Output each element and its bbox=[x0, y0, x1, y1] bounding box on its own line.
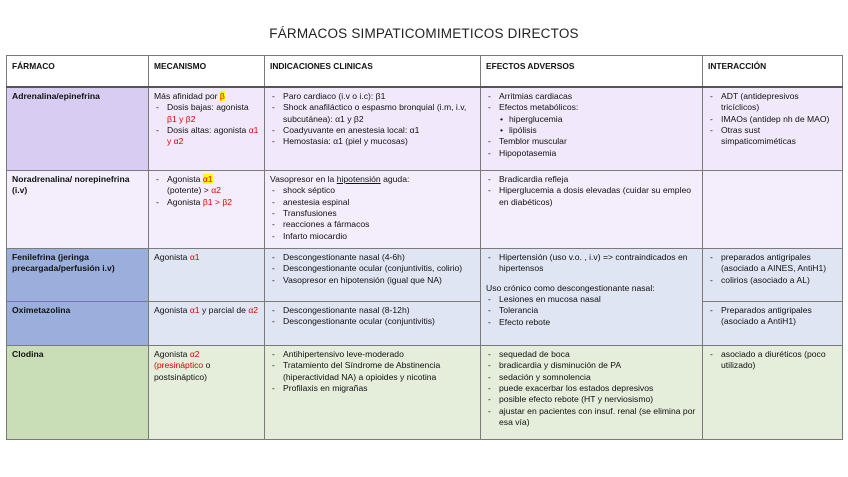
list-item: - Agonista β1 > β2 bbox=[167, 197, 259, 208]
mechanism-cell bbox=[149, 171, 265, 249]
list-item: - Infarto miocardio bbox=[283, 231, 475, 242]
adverse-effects-cell bbox=[481, 87, 703, 171]
list-item: - Preparados antigripales (asociado a AntiH1) bbox=[721, 305, 837, 328]
list-item: - Transfusiones bbox=[283, 208, 475, 219]
table-row-fenilefrina bbox=[7, 249, 843, 302]
list-item: - Profilaxis en migrañas bbox=[283, 383, 475, 394]
header-mecanismo: MECANISMO bbox=[149, 56, 265, 88]
indications-cell bbox=[265, 171, 481, 249]
mechanism-cell: Agonista α1 bbox=[149, 249, 265, 302]
list-item: - anestesia espinal bbox=[283, 197, 475, 208]
list-item: - Vasopresor en hipotensión (igual que NA) bbox=[283, 275, 475, 286]
list-item: - shock séptico bbox=[283, 185, 475, 196]
header-interaccion: INTERACCIÓN bbox=[703, 56, 843, 88]
indications-cell bbox=[265, 346, 481, 440]
mechanism-line: Más afinidad por β bbox=[154, 91, 225, 101]
drug-name: Fenilefrina (jeringa precargada/perfusión i.v) bbox=[7, 249, 149, 302]
list-item: - Descongestionante nasal (4-6h) bbox=[283, 252, 475, 263]
list-item: - ajustar en pacientes con insuf. renal (se elimina por esa vía) bbox=[499, 406, 697, 429]
list-item: • hiperglucemia bbox=[509, 114, 697, 125]
list-item: - bradicardia y disminución de PA bbox=[499, 360, 697, 371]
list-item: - Shock anafiláctico o espasmo bronquial (i.m, i.v, subcutánea): α1 y β2 bbox=[283, 102, 475, 125]
list-item: - Paro cardiaco (i.v o i.c): β1 bbox=[283, 91, 475, 102]
list-item: - Descongestionante ocular (conjuntivitis) bbox=[283, 316, 475, 327]
list-item: - asociado a diuréticos (poco utilizado) bbox=[721, 349, 837, 372]
table-row-adrenalina bbox=[7, 87, 843, 171]
header-row bbox=[7, 56, 843, 88]
drug-name: Oximetazolina bbox=[7, 302, 149, 346]
interaction-cell bbox=[703, 249, 843, 302]
list-item: - Lesiones en mucosa nasal bbox=[499, 294, 697, 305]
adverse-effects-cell bbox=[481, 249, 703, 346]
adverse-effects-cell bbox=[481, 171, 703, 249]
list-item: - Bradicardia refleja bbox=[499, 174, 697, 185]
interaction-cell bbox=[703, 302, 843, 346]
indications-cell bbox=[265, 302, 481, 346]
drug-name: Noradrenalina/ norepinefrina (i.v) bbox=[7, 171, 149, 249]
list-item: - puede exacerbar los estados depresivos bbox=[499, 383, 697, 394]
list-item: - preparados antigripales (asociado a AINES, AntiH1) bbox=[721, 252, 837, 275]
list-item: • lipólisis bbox=[509, 125, 697, 136]
interaction-cell bbox=[703, 346, 843, 440]
table-row-noradrenalina bbox=[7, 171, 843, 249]
interaction-cell bbox=[703, 171, 843, 249]
list-item: - Agonista α1 (potente) > α2 bbox=[167, 174, 259, 197]
page-title: FÁRMACOS SIMPATICOMIMETICOS DIRECTOS bbox=[269, 26, 579, 41]
list-item: - Antihipertensivo leve-moderado bbox=[283, 349, 475, 360]
drug-name: Clodina bbox=[7, 346, 149, 440]
list-item: - reacciones a fármacos bbox=[283, 219, 475, 230]
list-item: - Arritmias cardiacas bbox=[499, 91, 697, 102]
list-item: - Dosis altas: agonista α1 y α2 bbox=[167, 125, 259, 148]
indications-cell bbox=[265, 249, 481, 302]
list-item: - Hipopotasemia bbox=[499, 148, 697, 159]
adverse-effects-intro: Uso crónico como descongestionante nasal: bbox=[486, 282, 655, 293]
indications-intro: Vasopresor en la hipotensión aguda: bbox=[270, 174, 410, 184]
list-item: - IMAOs (antidep nh de MAO) bbox=[721, 114, 837, 125]
list-item: - Hipertensión (uso v.o. , i.v) => contraindicados en hipertensos bbox=[499, 252, 697, 275]
header-farmaco: FÁRMACO bbox=[7, 56, 149, 88]
adverse-effects-cell bbox=[481, 346, 703, 440]
list-item: - Tolerancia bbox=[499, 305, 697, 316]
list-item: - Descongestionante nasal (8-12h) bbox=[283, 305, 475, 316]
list-item: - colirios (asociado a AL) bbox=[721, 275, 837, 286]
mechanism-cell: Agonista α2 (presináptico o postsináptico) bbox=[149, 346, 265, 440]
list-item: - Coadyuvante en anestesia local: α1 bbox=[283, 125, 475, 136]
table-row-oximetazolina bbox=[7, 302, 843, 346]
list-item: - posible efecto rebote (HT y nerviosismo) bbox=[499, 394, 697, 405]
header-efectos: EFECTOS ADVERSOS bbox=[481, 56, 703, 88]
list-item: - Otras sust simpaticomiméticas bbox=[721, 125, 837, 148]
list-item: - sedación y somnolencia bbox=[499, 372, 697, 383]
list-item: - Efectos metabólicos: bbox=[499, 102, 697, 113]
list-item: - Hiperglucemia a dosis elevadas (cuidar su empleo en diabéticos) bbox=[499, 185, 697, 208]
drug-table bbox=[6, 55, 843, 440]
list-item: - ADT (antidepresivos tricíclicos) bbox=[721, 91, 837, 114]
list-item: - Descongestionante ocular (conjuntivitis, colirio) bbox=[283, 263, 475, 274]
list-item: - Efecto rebote bbox=[499, 317, 697, 328]
header-indicaciones: INDICACIONES CLINICAS bbox=[265, 56, 481, 88]
interaction-cell bbox=[703, 87, 843, 171]
indications-cell bbox=[265, 87, 481, 171]
list-item: - sequedad de boca bbox=[499, 349, 697, 360]
table-row-clodina bbox=[7, 346, 843, 440]
list-item: - Hemostasia: α1 (piel y mucosas) bbox=[283, 136, 475, 147]
drug-name: Adrenalina/epinefrina bbox=[7, 87, 149, 171]
list-item: - Temblor muscular bbox=[499, 136, 697, 147]
list-item: - Dosis bajas: agonista β1 y β2 bbox=[167, 102, 259, 125]
mechanism-cell: Agonista α1 y parcial de α2 bbox=[149, 302, 265, 346]
mechanism-cell bbox=[149, 87, 265, 171]
list-item: - Tratamiento del Síndrome de Abstinencia (hiperactividad NA) a opioides y nicotina bbox=[283, 360, 475, 383]
